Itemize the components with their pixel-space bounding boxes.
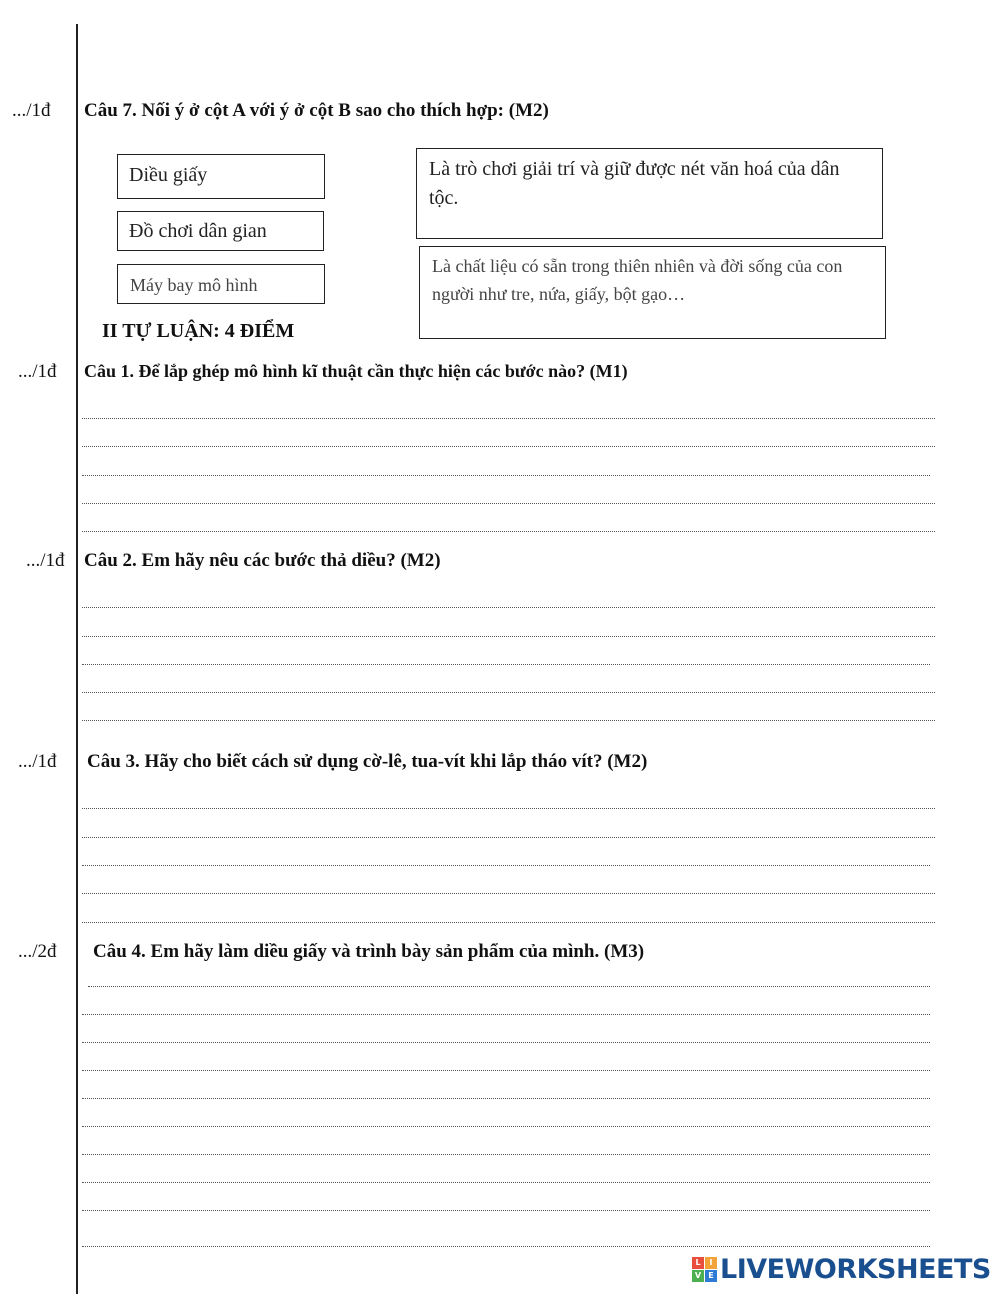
answer-line[interactable] xyxy=(82,1246,930,1247)
answer-line[interactable] xyxy=(82,922,935,923)
question-4-title xyxy=(93,941,644,963)
answer-line[interactable] xyxy=(82,1126,930,1127)
question-7-text: Nối ý ở cột A với ý ở cột B sao cho thích hợp: (M2) xyxy=(141,100,549,121)
question-2-label: Câu 2. xyxy=(84,550,137,571)
question-4-text: Em hãy làm diều giấy và trình bày sản phẩm của mình. (M3) xyxy=(150,941,645,962)
answer-line[interactable] xyxy=(82,1182,930,1183)
answer-line[interactable] xyxy=(82,1098,930,1099)
liveworksheets-logo xyxy=(692,1252,991,1286)
question-7-label: Câu 7. xyxy=(84,100,137,121)
column-a-item-2[interactable]: Đồ chơi dân gian xyxy=(117,211,324,251)
answer-line[interactable] xyxy=(82,692,935,693)
question-7-title xyxy=(84,100,549,122)
answer-line[interactable] xyxy=(82,1070,930,1071)
answer-line[interactable] xyxy=(82,893,935,894)
question-1-title xyxy=(84,361,628,382)
answer-line[interactable] xyxy=(82,475,930,476)
liveworksheets-logo-icon: L I V E xyxy=(692,1257,717,1282)
answer-line[interactable] xyxy=(82,636,935,637)
answer-line[interactable] xyxy=(82,720,935,721)
answer-line[interactable] xyxy=(82,1042,930,1043)
margin-line xyxy=(76,24,78,1294)
score-q4: .../2đ xyxy=(18,941,57,962)
question-1-text: Để lắp ghép mô hình kĩ thuật cần thực hiện các bước nào? (M1) xyxy=(138,361,628,381)
question-3-label: Câu 3. xyxy=(87,751,140,772)
answer-line[interactable] xyxy=(82,446,935,447)
column-b-item-1[interactable]: Là trò chơi giải trí và giữ được nét văn hoá của dân tộc. xyxy=(416,148,883,239)
answer-line[interactable] xyxy=(82,1014,930,1015)
answer-line[interactable] xyxy=(82,1210,930,1211)
liveworksheets-logo-text: LIVEWORKSHEETS xyxy=(720,1253,991,1285)
answer-line[interactable] xyxy=(82,503,935,504)
answer-line[interactable] xyxy=(82,418,935,419)
score-q3: .../1đ xyxy=(18,751,57,772)
question-2-text: Em hãy nêu các bước thả diều? (M2) xyxy=(141,550,441,571)
question-2-title xyxy=(84,550,441,572)
answer-line[interactable] xyxy=(82,531,935,532)
score-q7: .../1đ xyxy=(12,100,51,121)
question-4-label: Câu 4. xyxy=(93,941,146,962)
column-b-item-2[interactable]: Là chất liệu có sẵn trong thiên nhiên và đời sống của con người như tre, nứa, giấy, bột gạo… xyxy=(419,246,886,339)
answer-line[interactable] xyxy=(82,664,930,665)
question-1-label: Câu 1. xyxy=(84,361,135,381)
answer-line[interactable] xyxy=(82,1154,930,1155)
answer-line[interactable] xyxy=(82,865,930,866)
column-a-item-1[interactable]: Diều giấy xyxy=(117,154,325,199)
answer-line[interactable] xyxy=(82,607,935,608)
section-2-title: II TỰ LUẬN: 4 ĐIỂM xyxy=(102,320,295,342)
question-3-title xyxy=(87,751,647,773)
answer-line[interactable] xyxy=(82,837,935,838)
score-q2: .../1đ xyxy=(26,550,65,571)
answer-line[interactable] xyxy=(88,986,930,987)
answer-line[interactable] xyxy=(82,808,935,809)
question-3-text: Hãy cho biết cách sử dụng cờ-lê, tua-vít khi lắp tháo vít? (M2) xyxy=(144,751,648,772)
column-a-item-3[interactable]: Máy bay mô hình xyxy=(117,264,325,304)
score-q1: .../1đ xyxy=(18,361,57,382)
